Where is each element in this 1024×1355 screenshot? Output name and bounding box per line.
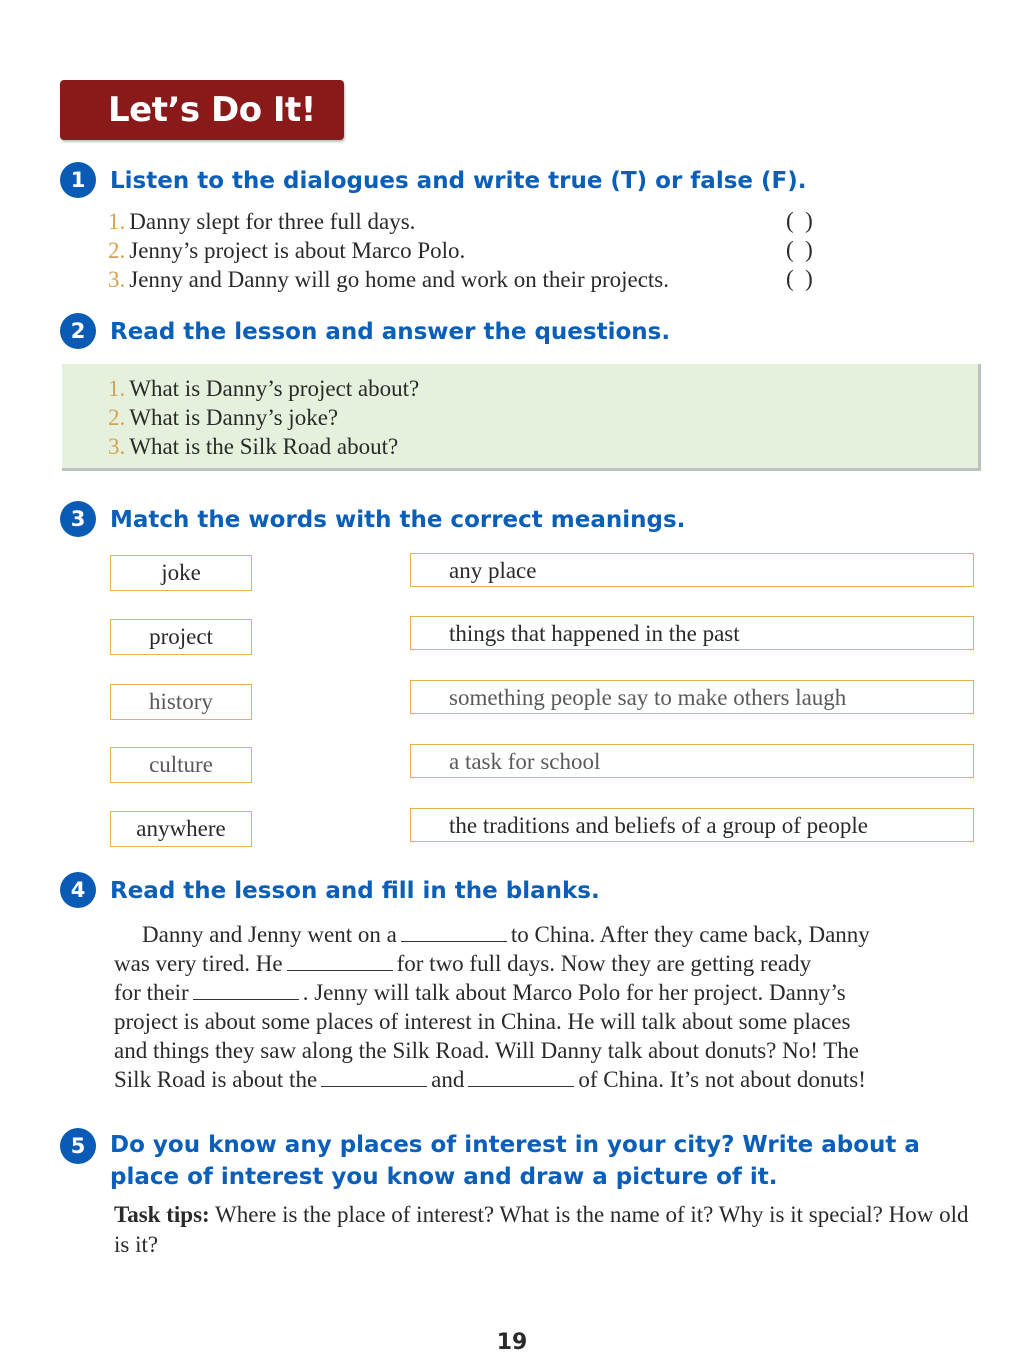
s2-question-1: 1. What is Danny’s project about?	[108, 376, 420, 401]
section-4-header	[60, 872, 1000, 912]
section-2-title: Read the lesson and answer the questions.	[110, 319, 671, 345]
page-number: 19	[496, 1330, 528, 1355]
task-tips-text: Where is the place of interest? What is the name of it? Why is it special? How old is it?	[114, 1202, 969, 1257]
s1-item-2: 2. Jenny’s project is about Marco Polo.	[108, 238, 466, 263]
meaning-box-4[interactable]: a task for school	[410, 744, 974, 778]
section-4-number: 4	[60, 872, 96, 908]
word-box-anywhere[interactable]: anywhere	[110, 811, 252, 847]
s1-answer-3[interactable]: ( )	[786, 266, 813, 291]
section-2-number: 2	[60, 313, 96, 349]
passage-line-5: and things they saw along the Silk Road. Will Danny talk about donuts? No! The	[114, 1038, 859, 1063]
s2-question-3: 3. What is the Silk Road about?	[108, 434, 399, 459]
section-1-number: 1	[60, 162, 96, 198]
section-5-header	[60, 1126, 1000, 1196]
meaning-box-1[interactable]: any place	[410, 553, 974, 587]
section-3-number: 3	[60, 501, 96, 537]
blank-1[interactable]	[401, 921, 507, 942]
task-tips	[114, 1200, 974, 1260]
blank-3[interactable]	[193, 979, 299, 1000]
s2-question-2: 2. What is Danny’s joke?	[108, 405, 339, 430]
s1-answer-2[interactable]: ( )	[786, 237, 813, 262]
section-2-header	[60, 313, 1000, 353]
blank-4[interactable]	[321, 1066, 427, 1087]
meaning-box-3[interactable]: something people say to make others laugh	[410, 680, 974, 714]
section-3-title: Match the words with the correct meanings.	[110, 507, 686, 533]
blank-5[interactable]	[468, 1066, 574, 1087]
task-tips-label: Task tips:	[114, 1202, 210, 1227]
s1-item-1: 1. Danny slept for three full days.	[108, 209, 416, 234]
word-box-history[interactable]: history	[110, 684, 252, 720]
passage-line-1: Danny and Jenny went on a to China. After they came back, Danny	[142, 922, 870, 947]
section-4-title: Read the lesson and fill in the blanks.	[110, 878, 600, 904]
section-5-title: Do you know any places of interest in your city? Write about a place of interest you know and draw a picture of it.	[110, 1132, 920, 1190]
section-1-header	[60, 162, 1000, 202]
meaning-box-5[interactable]: the traditions and beliefs of a group of people	[410, 808, 974, 842]
meaning-box-2[interactable]: things that happened in the past	[410, 616, 974, 650]
word-box-joke[interactable]: joke	[110, 555, 252, 591]
section-3-header	[60, 501, 1000, 541]
section-5-number: 5	[60, 1128, 96, 1164]
blank-2[interactable]	[287, 950, 393, 971]
word-box-project[interactable]: project	[110, 619, 252, 655]
banner-title: Let’s Do It!	[108, 90, 316, 130]
passage-line-3: for their . Jenny will talk about Marco Polo for her project. Danny’s	[114, 980, 846, 1005]
passage-line-4: project is about some places of interest in China. He will talk about some places	[114, 1009, 851, 1034]
s1-item-3: 3. Jenny and Danny will go home and work on their projects.	[108, 267, 669, 292]
s1-answer-1[interactable]: ( )	[786, 208, 813, 233]
lets-do-it-banner	[60, 80, 344, 140]
word-box-culture[interactable]: culture	[110, 747, 252, 783]
passage-line-6: Silk Road is about the and of China. It’s not about donuts!	[114, 1067, 866, 1092]
section-1-title: Listen to the dialogues and write true (T) or false (F).	[110, 168, 807, 194]
passage-line-2: was very tired. He for two full days. Now they are getting ready	[114, 951, 812, 976]
